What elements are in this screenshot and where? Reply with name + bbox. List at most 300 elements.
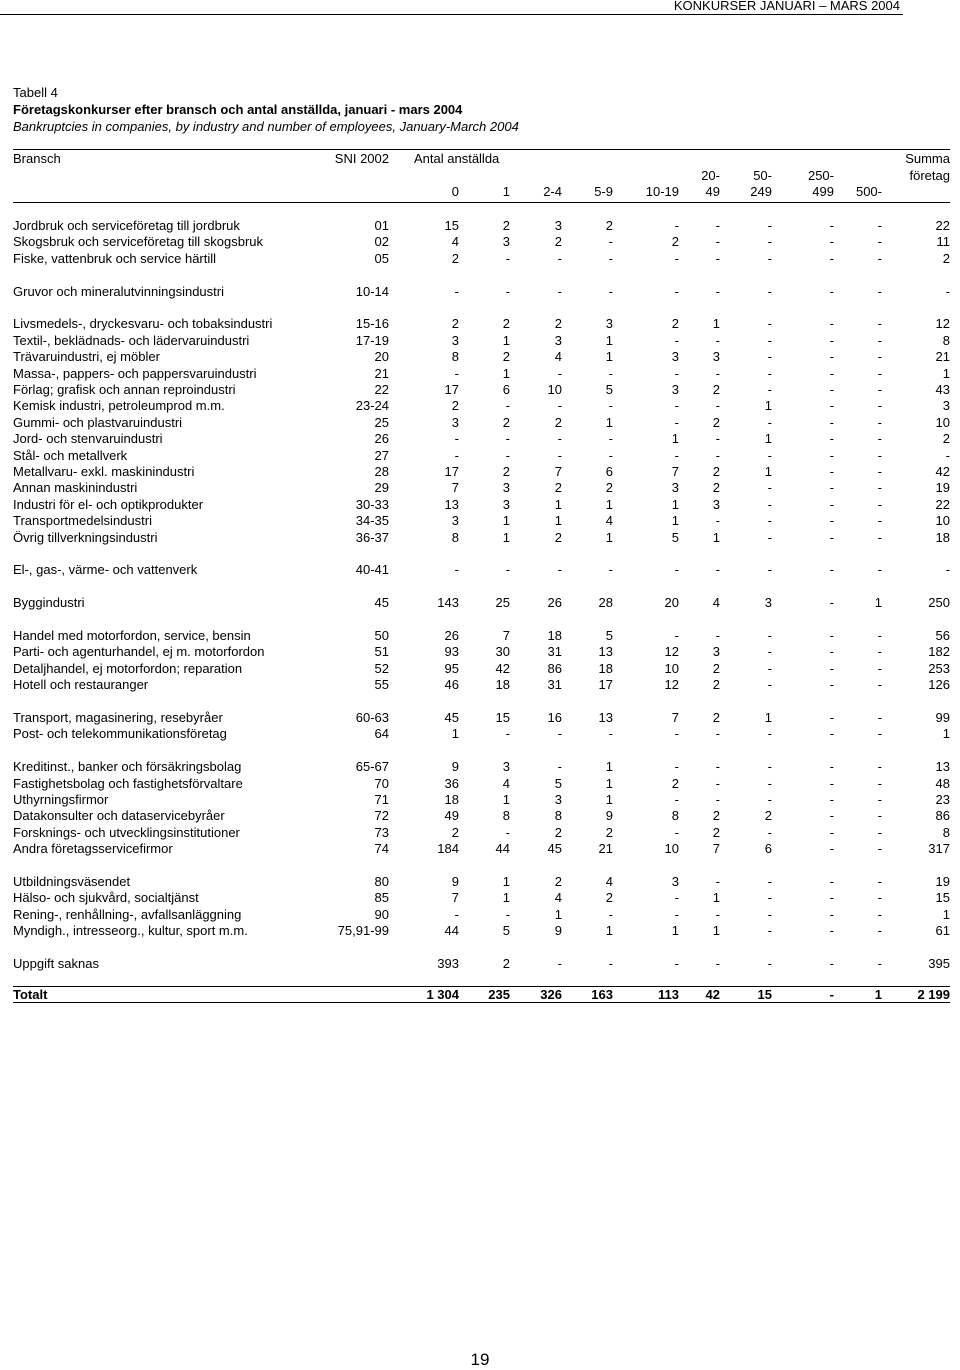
row-label: Metallvaru- exkl. maskinindustri	[13, 464, 195, 479]
row-value: 2	[671, 316, 679, 332]
row-value: 8	[451, 349, 459, 365]
row-value: 2	[712, 710, 720, 725]
row-value: 18	[547, 628, 562, 643]
row-sni: 65-67	[355, 759, 389, 775]
row-sni: 20	[374, 349, 389, 365]
row-value: 3	[671, 382, 679, 397]
row-value: -	[877, 628, 882, 643]
row-value: -	[767, 644, 772, 660]
total-value: 1	[874, 987, 882, 1002]
row-label: Annan maskinindustri	[13, 480, 138, 496]
row-value: -	[829, 956, 834, 971]
row-sni: 34-35	[355, 513, 389, 529]
row-value: -	[767, 349, 772, 365]
row-value: -	[829, 464, 834, 479]
row-value: 6	[502, 382, 510, 397]
header-size: 5-9	[594, 184, 613, 199]
row-value: -	[767, 726, 772, 742]
row-summa: 12	[935, 316, 950, 332]
row-value: -	[454, 365, 459, 381]
row-value: 5	[605, 382, 613, 397]
row-value: 12	[664, 677, 679, 693]
row-summa: 56	[935, 628, 950, 643]
row-value: -	[715, 628, 720, 643]
row-summa: 182	[928, 644, 950, 660]
row-value: -	[557, 283, 562, 299]
row-sni: 55	[374, 677, 389, 693]
row-sni: 27	[374, 447, 389, 463]
row-value: -	[715, 874, 720, 889]
row-value: -	[454, 906, 459, 922]
row-value: 4	[554, 349, 562, 365]
row-value: 2	[451, 824, 459, 840]
row-value: 16	[547, 710, 562, 725]
total-value: 1 304	[426, 987, 459, 1002]
row-value: 31	[547, 677, 562, 693]
row-label: Gruvor och mineralutvinningsindustri	[13, 283, 224, 299]
row-value: 15	[444, 218, 459, 233]
row-value: -	[877, 890, 882, 906]
row-value: -	[608, 906, 613, 922]
row-value: 1	[605, 759, 613, 775]
row-value: -	[877, 382, 882, 397]
row-value: -	[767, 660, 772, 676]
row-summa: -	[945, 447, 950, 463]
row-value: -	[829, 660, 834, 676]
row-label: Industri för el- och optikprodukter	[13, 496, 204, 512]
row-value: 2	[605, 480, 613, 496]
row-value: -	[454, 283, 459, 299]
row-value: 1	[712, 316, 720, 332]
row-sni: 23-24	[355, 398, 389, 414]
row-value: 2	[554, 874, 562, 889]
row-value: -	[829, 726, 834, 742]
row-value: 3	[764, 595, 772, 611]
row-value: -	[829, 628, 834, 643]
total-summa: 2 199	[917, 987, 950, 1002]
row-value: -	[715, 332, 720, 348]
row-value: 3	[502, 496, 510, 512]
row-summa: 18	[935, 529, 950, 545]
row-value: 1	[502, 513, 510, 529]
header-antal-anstallda: Antal anställda	[414, 151, 500, 166]
row-value: -	[829, 316, 834, 332]
row-sni: 64	[374, 726, 389, 742]
row-label: Utbildningsväsendet	[13, 874, 131, 889]
row-value: 8	[502, 808, 510, 824]
row-value: -	[557, 250, 562, 266]
row-value: -	[829, 365, 834, 381]
row-value: -	[829, 644, 834, 660]
row-summa: 250	[928, 595, 950, 611]
row-sni: 73	[374, 824, 389, 840]
row-value: -	[557, 956, 562, 971]
row-value: 9	[451, 759, 459, 775]
row-value: 9	[554, 923, 562, 939]
row-value: -	[829, 529, 834, 545]
row-value: 3	[502, 234, 510, 250]
table-subtitle: Bankruptcies in companies, by industry and number of employees, January-March 2004	[13, 119, 519, 134]
row-value: -	[877, 316, 882, 332]
row-value: -	[829, 283, 834, 299]
row-label: Livsmedels-, dryckesvaru- och tobaksindustri	[13, 316, 273, 332]
row-value: -	[454, 447, 459, 463]
row-value: -	[557, 447, 562, 463]
row-summa: 99	[935, 710, 950, 725]
row-value: 17	[598, 677, 613, 693]
row-summa: 22	[935, 496, 950, 512]
row-value: 1	[712, 529, 720, 545]
row-value: 2	[671, 234, 679, 250]
row-value: -	[608, 726, 613, 742]
row-value: -	[877, 726, 882, 742]
row-value: -	[767, 529, 772, 545]
row-value: 2	[712, 382, 720, 397]
row-value: -	[454, 562, 459, 578]
row-value: -	[674, 759, 679, 775]
row-value: 26	[444, 628, 459, 643]
row-label: Uthyrningsfirmor	[13, 792, 109, 807]
row-value: 1	[554, 513, 562, 529]
row-value: -	[674, 447, 679, 463]
row-value: 2	[671, 775, 679, 791]
row-value: -	[715, 906, 720, 922]
row-value: 7	[502, 628, 510, 643]
row-label: Jordbruk och serviceföretag till jordbruk	[13, 218, 240, 233]
row-value: -	[557, 398, 562, 414]
row-value: -	[877, 792, 882, 807]
row-value: 3	[451, 414, 459, 430]
row-value: 13	[444, 496, 459, 512]
row-value: 2	[451, 398, 459, 414]
row-value: -	[877, 496, 882, 512]
row-value: -	[877, 529, 882, 545]
row-sni: 21	[374, 365, 389, 381]
row-value: 143	[437, 595, 459, 611]
row-value: -	[715, 759, 720, 775]
table-title: Företagskonkurser efter bransch och antal anställda, januari - mars 2004	[13, 102, 463, 117]
row-label: Kreditinst., banker och försäkringsbolag	[13, 759, 242, 775]
row-sni: 71	[374, 792, 389, 807]
row-summa: -	[945, 562, 950, 578]
row-summa: 11	[936, 234, 950, 250]
row-value: 18	[495, 677, 510, 693]
row-value: 2	[764, 808, 772, 824]
row-value: -	[557, 726, 562, 742]
row-summa: 8	[942, 332, 950, 348]
row-value: 3	[554, 218, 562, 233]
row-value: -	[674, 250, 679, 266]
row-value: -	[674, 906, 679, 922]
row-value: 45	[547, 841, 562, 857]
row-value: 2	[502, 464, 510, 479]
row-value: 18	[598, 660, 613, 676]
row-value: 42	[495, 660, 510, 676]
row-value: 9	[605, 808, 613, 824]
row-value: 13	[598, 644, 613, 660]
row-value: -	[674, 283, 679, 299]
row-value: -	[608, 234, 613, 250]
row-value: 1	[764, 431, 772, 447]
row-value: -	[877, 513, 882, 529]
row-summa: 48	[935, 775, 950, 791]
row-value: -	[877, 332, 882, 348]
row-value: 7	[451, 890, 459, 906]
total-value: 326	[540, 987, 562, 1002]
row-value: -	[608, 365, 613, 381]
row-sni: 90	[374, 906, 389, 922]
total-value: 15	[757, 987, 772, 1002]
row-value: 8	[554, 808, 562, 824]
row-sni: 05	[374, 250, 389, 266]
row-value: -	[767, 218, 772, 233]
row-value: 4	[502, 775, 510, 791]
row-value: 17	[444, 382, 459, 397]
row-value: -	[877, 841, 882, 857]
row-value: 3	[451, 332, 459, 348]
row-value: 1	[764, 398, 772, 414]
row-summa: 8	[942, 824, 950, 840]
total-top-rule	[13, 986, 950, 987]
row-value: 7	[554, 464, 562, 479]
row-value: -	[829, 480, 834, 496]
row-value: 1	[764, 710, 772, 725]
row-value: 45	[444, 710, 459, 725]
row-summa: 23	[935, 792, 950, 807]
row-sni: 29	[374, 480, 389, 496]
row-value: 93	[444, 644, 459, 660]
row-sni: 17-19	[355, 332, 389, 348]
row-value: -	[505, 726, 510, 742]
row-value: -	[877, 906, 882, 922]
row-value: -	[674, 726, 679, 742]
row-value: -	[557, 431, 562, 447]
row-value: -	[767, 890, 772, 906]
row-value: 3	[712, 496, 720, 512]
header-size: 499	[812, 184, 834, 199]
row-label: Trävaruindustri, ej möbler	[13, 349, 160, 365]
row-summa: 13	[935, 759, 950, 775]
row-value: 15	[495, 710, 510, 725]
row-value: 4	[554, 890, 562, 906]
row-value: 1	[671, 431, 679, 447]
row-value: -	[829, 250, 834, 266]
row-value: 2	[712, 414, 720, 430]
row-value: 17	[444, 464, 459, 479]
row-value: 9	[451, 874, 459, 889]
row-value: 1	[502, 365, 510, 381]
row-sni: 26	[374, 431, 389, 447]
row-label: Hälso- och sjukvård, socialtjänst	[13, 890, 199, 906]
row-label: Övrig tillverkningsindustri	[13, 529, 158, 545]
row-value: 2	[502, 316, 510, 332]
row-value: 28	[598, 595, 613, 611]
row-summa: 22	[935, 218, 950, 233]
row-value: -	[767, 316, 772, 332]
row-label: Datakonsulter och dataservicebyråer	[13, 808, 225, 824]
total-value: 42	[705, 987, 720, 1002]
row-value: -	[877, 464, 882, 479]
row-value: 1	[671, 923, 679, 939]
header-size-top: 50-	[753, 168, 772, 183]
row-value: 95	[444, 660, 459, 676]
row-value: -	[767, 414, 772, 430]
row-value: 3	[502, 759, 510, 775]
row-value: -	[674, 414, 679, 430]
row-value: 5	[554, 775, 562, 791]
row-value: 6	[764, 841, 772, 857]
row-value: 1	[712, 890, 720, 906]
row-sni: 01	[374, 218, 389, 233]
row-summa: 86	[935, 808, 950, 824]
row-value: 44	[444, 923, 459, 939]
row-value: 2	[605, 890, 613, 906]
row-value: 1	[502, 332, 510, 348]
row-value: 8	[451, 529, 459, 545]
row-value: 13	[598, 710, 613, 725]
total-value: -	[829, 987, 834, 1002]
row-value: -	[505, 398, 510, 414]
row-value: 393	[437, 956, 459, 971]
row-sni: 40-41	[355, 562, 389, 578]
row-value: -	[767, 496, 772, 512]
row-sni: 36-37	[355, 529, 389, 545]
row-value: -	[767, 775, 772, 791]
row-value: 1	[605, 792, 613, 807]
row-value: -	[767, 562, 772, 578]
row-value: 2	[451, 250, 459, 266]
row-value: -	[505, 431, 510, 447]
row-label: Textil-, beklädnads- och lädervaruindustri	[13, 332, 250, 348]
row-value: 25	[495, 595, 510, 611]
row-value: -	[767, 382, 772, 397]
row-value: 1	[554, 496, 562, 512]
row-value: 2	[605, 824, 613, 840]
row-value: -	[715, 513, 720, 529]
row-value: 2	[502, 349, 510, 365]
row-value: -	[877, 923, 882, 939]
row-summa: 42	[935, 464, 950, 479]
row-value: -	[829, 759, 834, 775]
row-label: Handel med motorfordon, service, bensin	[13, 628, 251, 643]
row-value: -	[715, 447, 720, 463]
row-value: 1	[764, 464, 772, 479]
row-sni: 22	[374, 382, 389, 397]
row-value: -	[877, 234, 882, 250]
row-value: 2	[554, 234, 562, 250]
row-summa: 19	[935, 874, 950, 889]
row-value: 6	[605, 464, 613, 479]
row-value: 20	[664, 595, 679, 611]
row-value: -	[877, 644, 882, 660]
header-sni: SNI 2002	[334, 151, 389, 166]
row-value: 3	[605, 316, 613, 332]
row-value: 2	[554, 480, 562, 496]
row-label: Förlag; grafisk och annan reproindustri	[13, 382, 236, 397]
row-sni: 45	[374, 595, 389, 611]
row-value: -	[674, 562, 679, 578]
row-value: -	[877, 398, 882, 414]
running-head-text: KONKURSER JANUARI – MARS 2004	[673, 0, 900, 13]
row-value: -	[767, 332, 772, 348]
row-value: -	[674, 398, 679, 414]
row-value: -	[715, 726, 720, 742]
row-value: 10	[664, 660, 679, 676]
row-value: -	[877, 874, 882, 889]
row-value: -	[829, 382, 834, 397]
row-value: -	[829, 496, 834, 512]
row-value: -	[829, 874, 834, 889]
row-value: -	[715, 234, 720, 250]
header-size: 49	[705, 184, 720, 199]
row-summa: 1	[942, 726, 950, 742]
row-value: -	[608, 283, 613, 299]
row-value: -	[767, 906, 772, 922]
row-value: -	[829, 808, 834, 824]
row-value: -	[715, 775, 720, 791]
row-value: -	[829, 234, 834, 250]
row-value: 3	[671, 874, 679, 889]
row-value: -	[674, 890, 679, 906]
row-summa: 126	[928, 677, 950, 693]
row-label: Hotell och restauranger	[13, 677, 149, 693]
row-label: El-, gas-, värme- och vattenverk	[13, 562, 198, 578]
row-value: -	[767, 480, 772, 496]
row-value: 1	[502, 529, 510, 545]
row-value: -	[505, 283, 510, 299]
row-value: 1	[874, 595, 882, 611]
header-size: 500-	[855, 184, 882, 199]
row-value: -	[674, 218, 679, 233]
row-value: 10	[664, 841, 679, 857]
row-value: 3	[671, 349, 679, 365]
row-value: -	[715, 250, 720, 266]
row-value: -	[829, 447, 834, 463]
row-value: -	[829, 595, 834, 611]
row-value: -	[608, 250, 613, 266]
row-value: 2	[712, 660, 720, 676]
row-value: -	[829, 890, 834, 906]
row-value: -	[674, 628, 679, 643]
header-foretag: företag	[909, 168, 950, 183]
row-label: Rening-, renhållning-, avfallsanläggning	[13, 906, 242, 922]
row-value: -	[557, 562, 562, 578]
row-value: 2	[712, 824, 720, 840]
row-value: -	[608, 398, 613, 414]
row-summa: 61	[935, 923, 950, 939]
row-value: -	[715, 283, 720, 299]
row-summa: 10	[935, 414, 950, 430]
row-value: -	[877, 808, 882, 824]
row-value: -	[877, 447, 882, 463]
row-label: Skogsbruk och serviceföretag till skogsbruk	[13, 234, 264, 250]
row-sni: 70	[374, 775, 389, 791]
row-value: -	[877, 677, 882, 693]
row-value: 1	[451, 726, 459, 742]
row-value: -	[829, 775, 834, 791]
row-value: 2	[554, 824, 562, 840]
row-label: Transportmedelsindustri	[13, 513, 152, 529]
row-value: 2	[554, 529, 562, 545]
row-value: 18	[444, 792, 459, 807]
row-value: -	[767, 447, 772, 463]
total-bottom-rule	[13, 1002, 950, 1003]
row-value: -	[505, 906, 510, 922]
row-sni: 25	[374, 414, 389, 430]
row-value: 1	[554, 906, 562, 922]
row-value: 30	[495, 644, 510, 660]
row-value: 5	[502, 923, 510, 939]
